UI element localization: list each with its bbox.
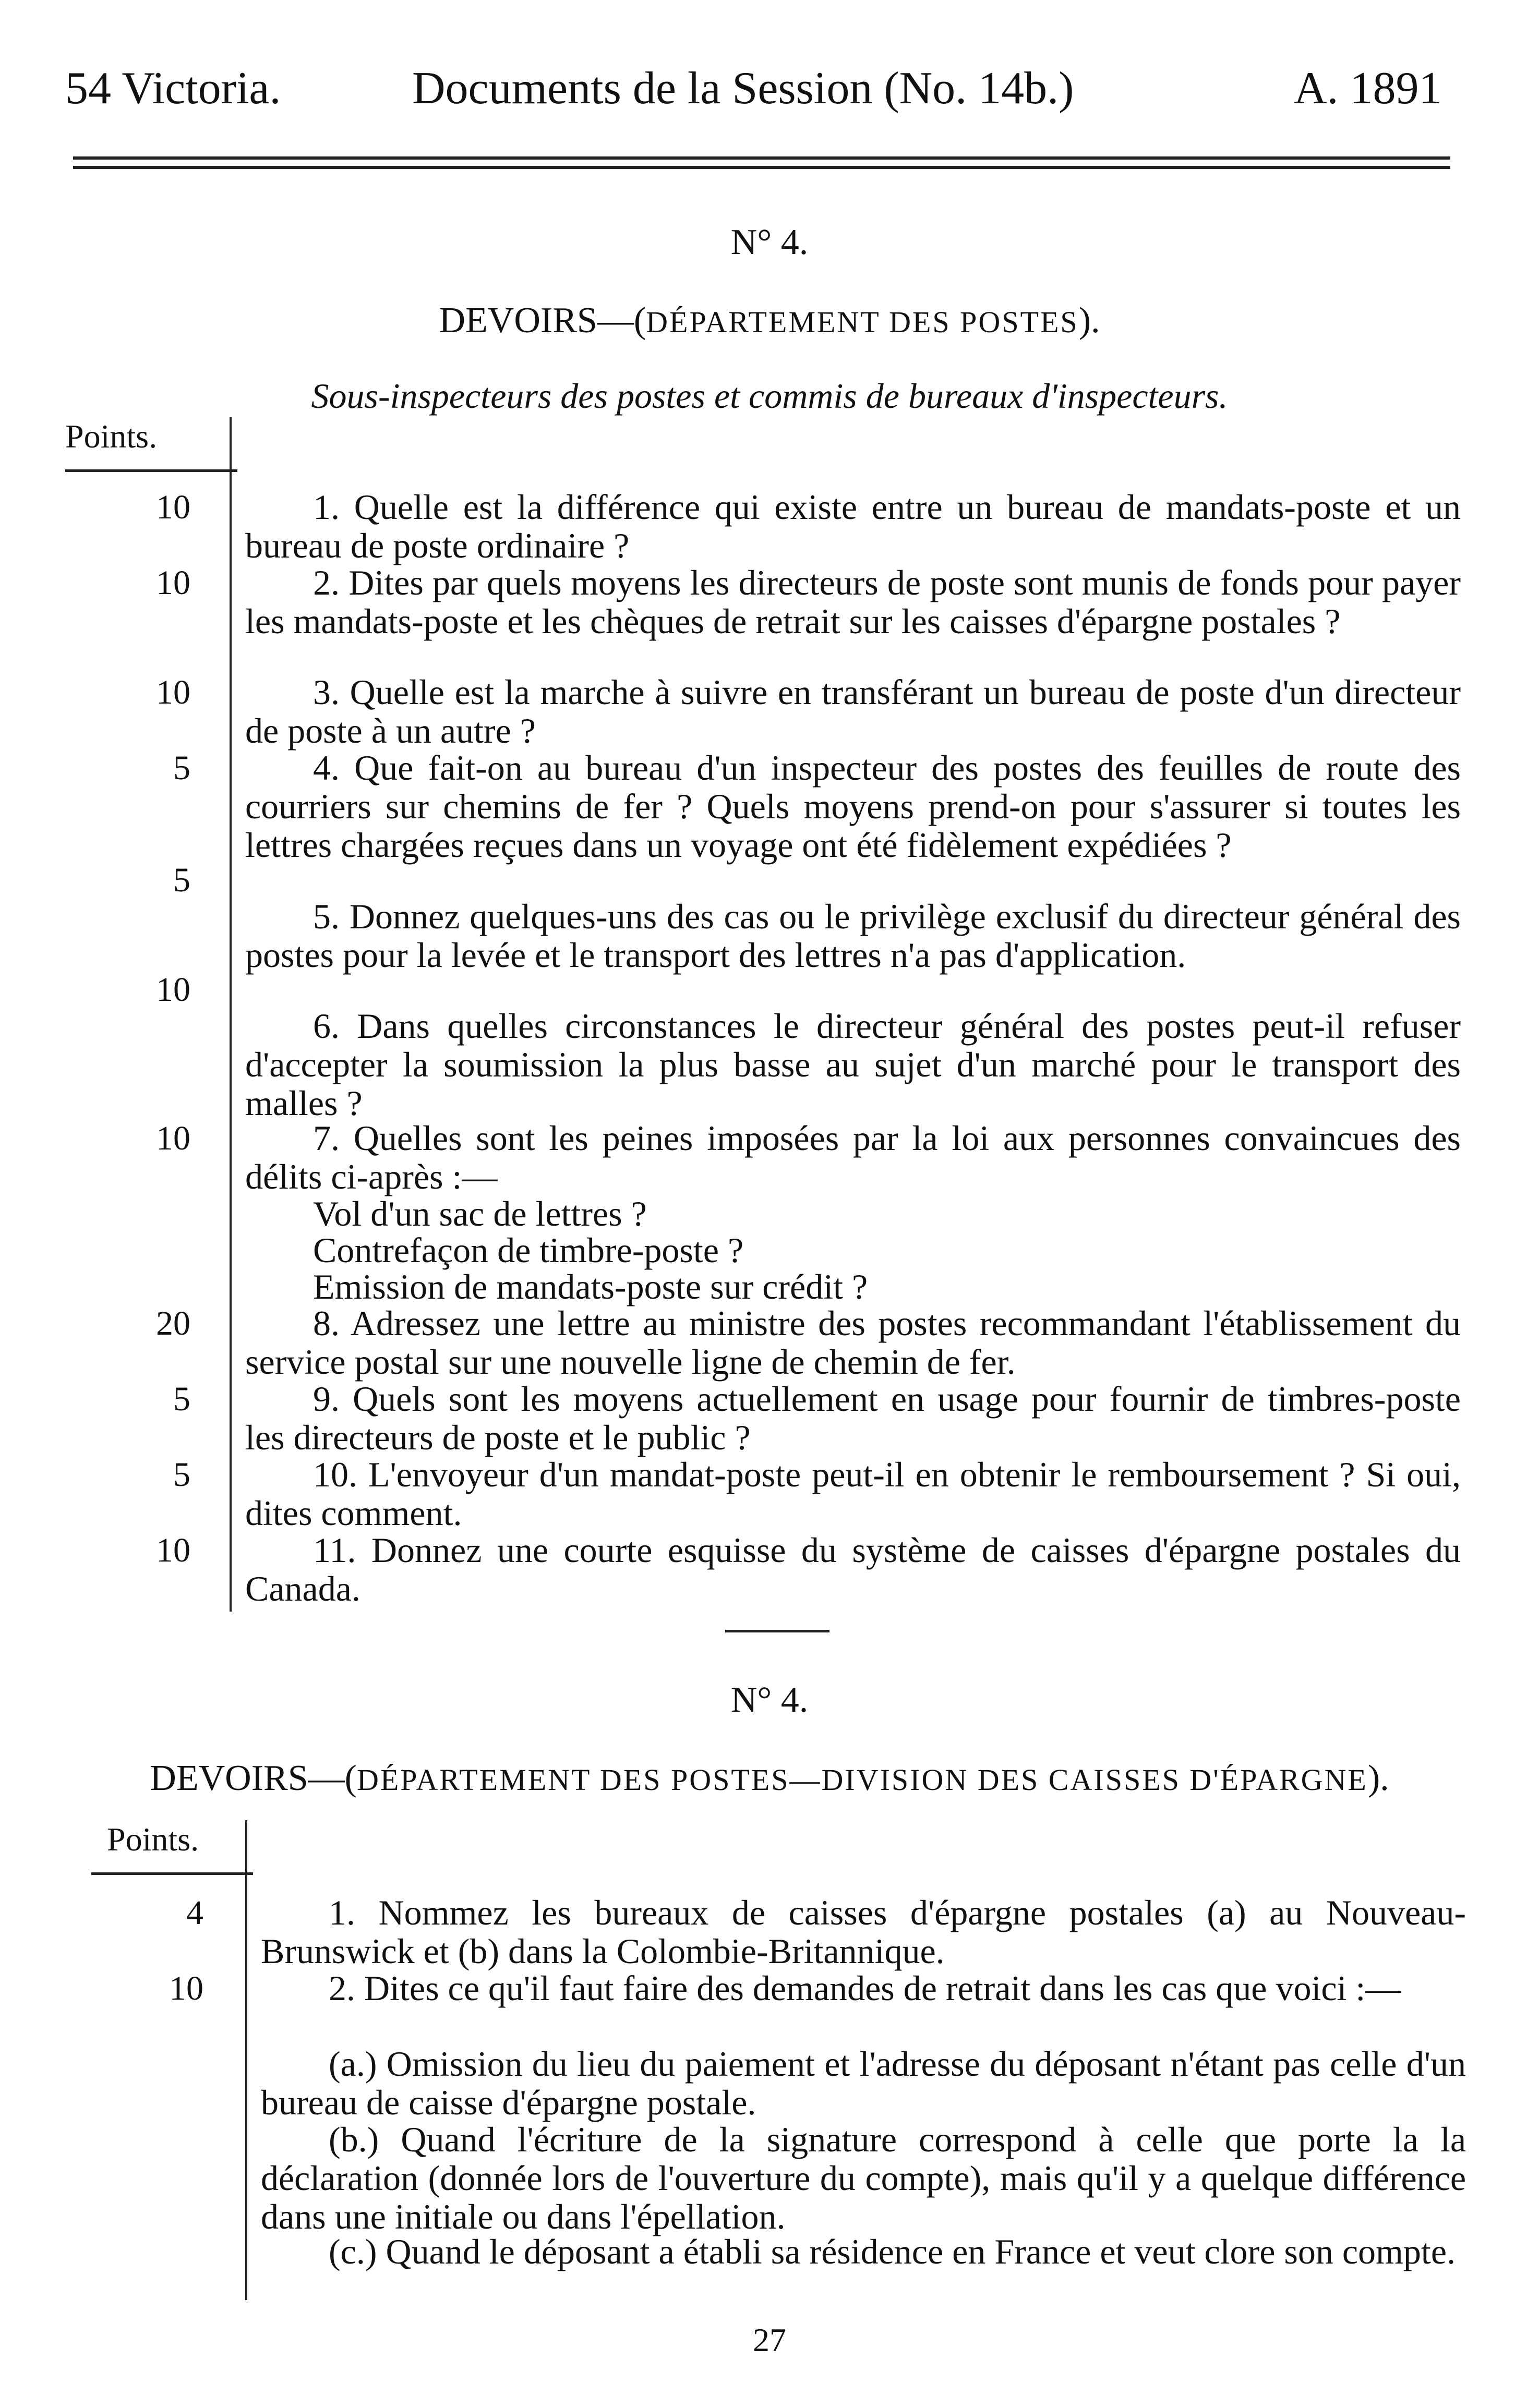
section1-subtitle: Sous-inspecteurs des postes et commis de bureaux d'inspecteurs. (311, 376, 1228, 416)
section2-points-label: Points. (107, 1821, 199, 1858)
section2-column-line (245, 1820, 247, 2300)
question: 2. Dites par quels moyens les directeurs de poste sont munis de fonds pour payer les mandats-poste et les chèques de retrait sur les caisses d'épargne postales ? (245, 563, 1461, 641)
section1-title-end: ). (1078, 300, 1100, 341)
header-rule-top (73, 156, 1450, 160)
subitem: (a.) Omission du lieu du paiement et l'adresse du déposant n'étant pas celle d'un bureau de caisse d'épargne postale. (261, 2044, 1466, 2122)
section2-title-end: ). (1367, 1758, 1389, 1798)
question: 5. Donnez quelques-uns des cas ou le privilège exclusif du directeur général des postes pour la levée et le transport des lettres n'a pas d'application. (245, 897, 1461, 975)
section1-title-main: DEVOIRS—( (439, 300, 646, 341)
section2-title-main: DEVOIRS—( (150, 1758, 357, 1798)
subitem: (c.) Quand le déposant a établi sa résidence en France et veut clore son compte. (329, 2232, 1456, 2271)
point-value: 10 (156, 1119, 190, 1157)
subitem: (b.) Quand l'écriture de la signature correspond à celle que porte la la déclaration (donnée lors de l'ouverture du compte), mais qu'il y a quelque différence dans une initiale ou dans l'épellation. (261, 2120, 1466, 2236)
question: 10. L'envoyeur d'un mandat-poste peut-il en obtenir le remboursement ? Si oui, dites comment. (245, 1455, 1461, 1533)
question: 9. Quels sont les moyens actuellement en usage pour fournir de timbres-poste les directeurs de poste et le public ? (245, 1379, 1461, 1457)
section1-title-smallcaps: DÉPARTEMENT DES POSTES (646, 305, 1079, 339)
point-value: 5 (173, 1456, 190, 1494)
section1-number: N° 4. (730, 222, 809, 262)
section2-title (0, 1758, 1539, 1799)
section2-title-smallcaps: DÉPARTEMENT DES POSTES—DIVISION DES CAISSES D'ÉPARGNE (356, 1763, 1368, 1797)
section1-points-rule (65, 469, 237, 472)
section2-number: N° 4. (730, 1680, 809, 1720)
question: 2. Dites ce qu'il faut faire des demandes de retrait dans les cas que voici :— (329, 1968, 1401, 2008)
q7-item: Vol d'un sac de lettres ? (313, 1194, 647, 1233)
point-value: 10 (156, 971, 190, 1009)
question: 1. Nommez les bureaux de caisses d'épargne postales (a) au Nouveau-Brunswick et (b) dans la Colombie-Britannique. (261, 1893, 1466, 1971)
point-value: 10 (156, 673, 190, 711)
q7-item: Contrefaçon de timbre-poste ? (313, 1230, 744, 1270)
header-rule-bottom (73, 166, 1450, 169)
section1-column-line (230, 417, 232, 1612)
question: 3. Quelle est la marche à suivre en transférant un bureau de poste d'un directeur de poste à un autre ? (245, 672, 1461, 751)
question: 7. Quelles sont les peines imposées par la loi aux personnes convaincues des délits ci-après :— (245, 1118, 1461, 1196)
point-value: 10 (156, 1531, 190, 1569)
question: 8. Adressez une lettre au ministre des postes recommandant l'établissement du service postal sur une nouvelle ligne de chemin de fer. (245, 1303, 1461, 1382)
point-value: 5 (173, 861, 190, 899)
question: 4. Que fait-on au bureau d'un inspecteur des postes des feuilles de route des courriers sur chemins de fer ? Quels moyens prend-on pour s'assurer si toutes les lettres chargées reçues dans un voyage ont été fidèlement expédiées ? (245, 748, 1461, 865)
header-left: 54 Victoria. (65, 63, 281, 114)
question: 1. Quelle est la différence qui existe entre un bureau de mandats-poste et un bureau de poste ordinaire ? (245, 487, 1461, 565)
question: 11. Donnez une courte esquisse du système de caisses d'épargne postales du Canada. (245, 1530, 1461, 1608)
section-separator (725, 1630, 829, 1632)
point-value: 4 (186, 1894, 203, 1932)
question: 6. Dans quelles circonstances le directeur général des postes peut-il refuser d'accepter la soumission la plus basse au sujet d'un marché pour le transport des malles ? (245, 1006, 1461, 1123)
section1-title (0, 300, 1539, 342)
header-center: Documents de la Session (No. 14b.) (412, 63, 1074, 114)
header-right: A. 1891 (1294, 63, 1442, 114)
point-value: 10 (156, 564, 190, 602)
point-value: 5 (173, 1380, 190, 1418)
section1-points-label: Points. (65, 418, 158, 455)
point-value: 20 (156, 1304, 190, 1342)
q7-item: Emission de mandats-poste sur crédit ? (313, 1267, 868, 1306)
point-value: 5 (173, 749, 190, 787)
section2-points-rule (91, 1872, 253, 1875)
point-value: 10 (169, 1969, 203, 2007)
page-number: 27 (753, 2321, 786, 2358)
point-value: 10 (156, 488, 190, 526)
